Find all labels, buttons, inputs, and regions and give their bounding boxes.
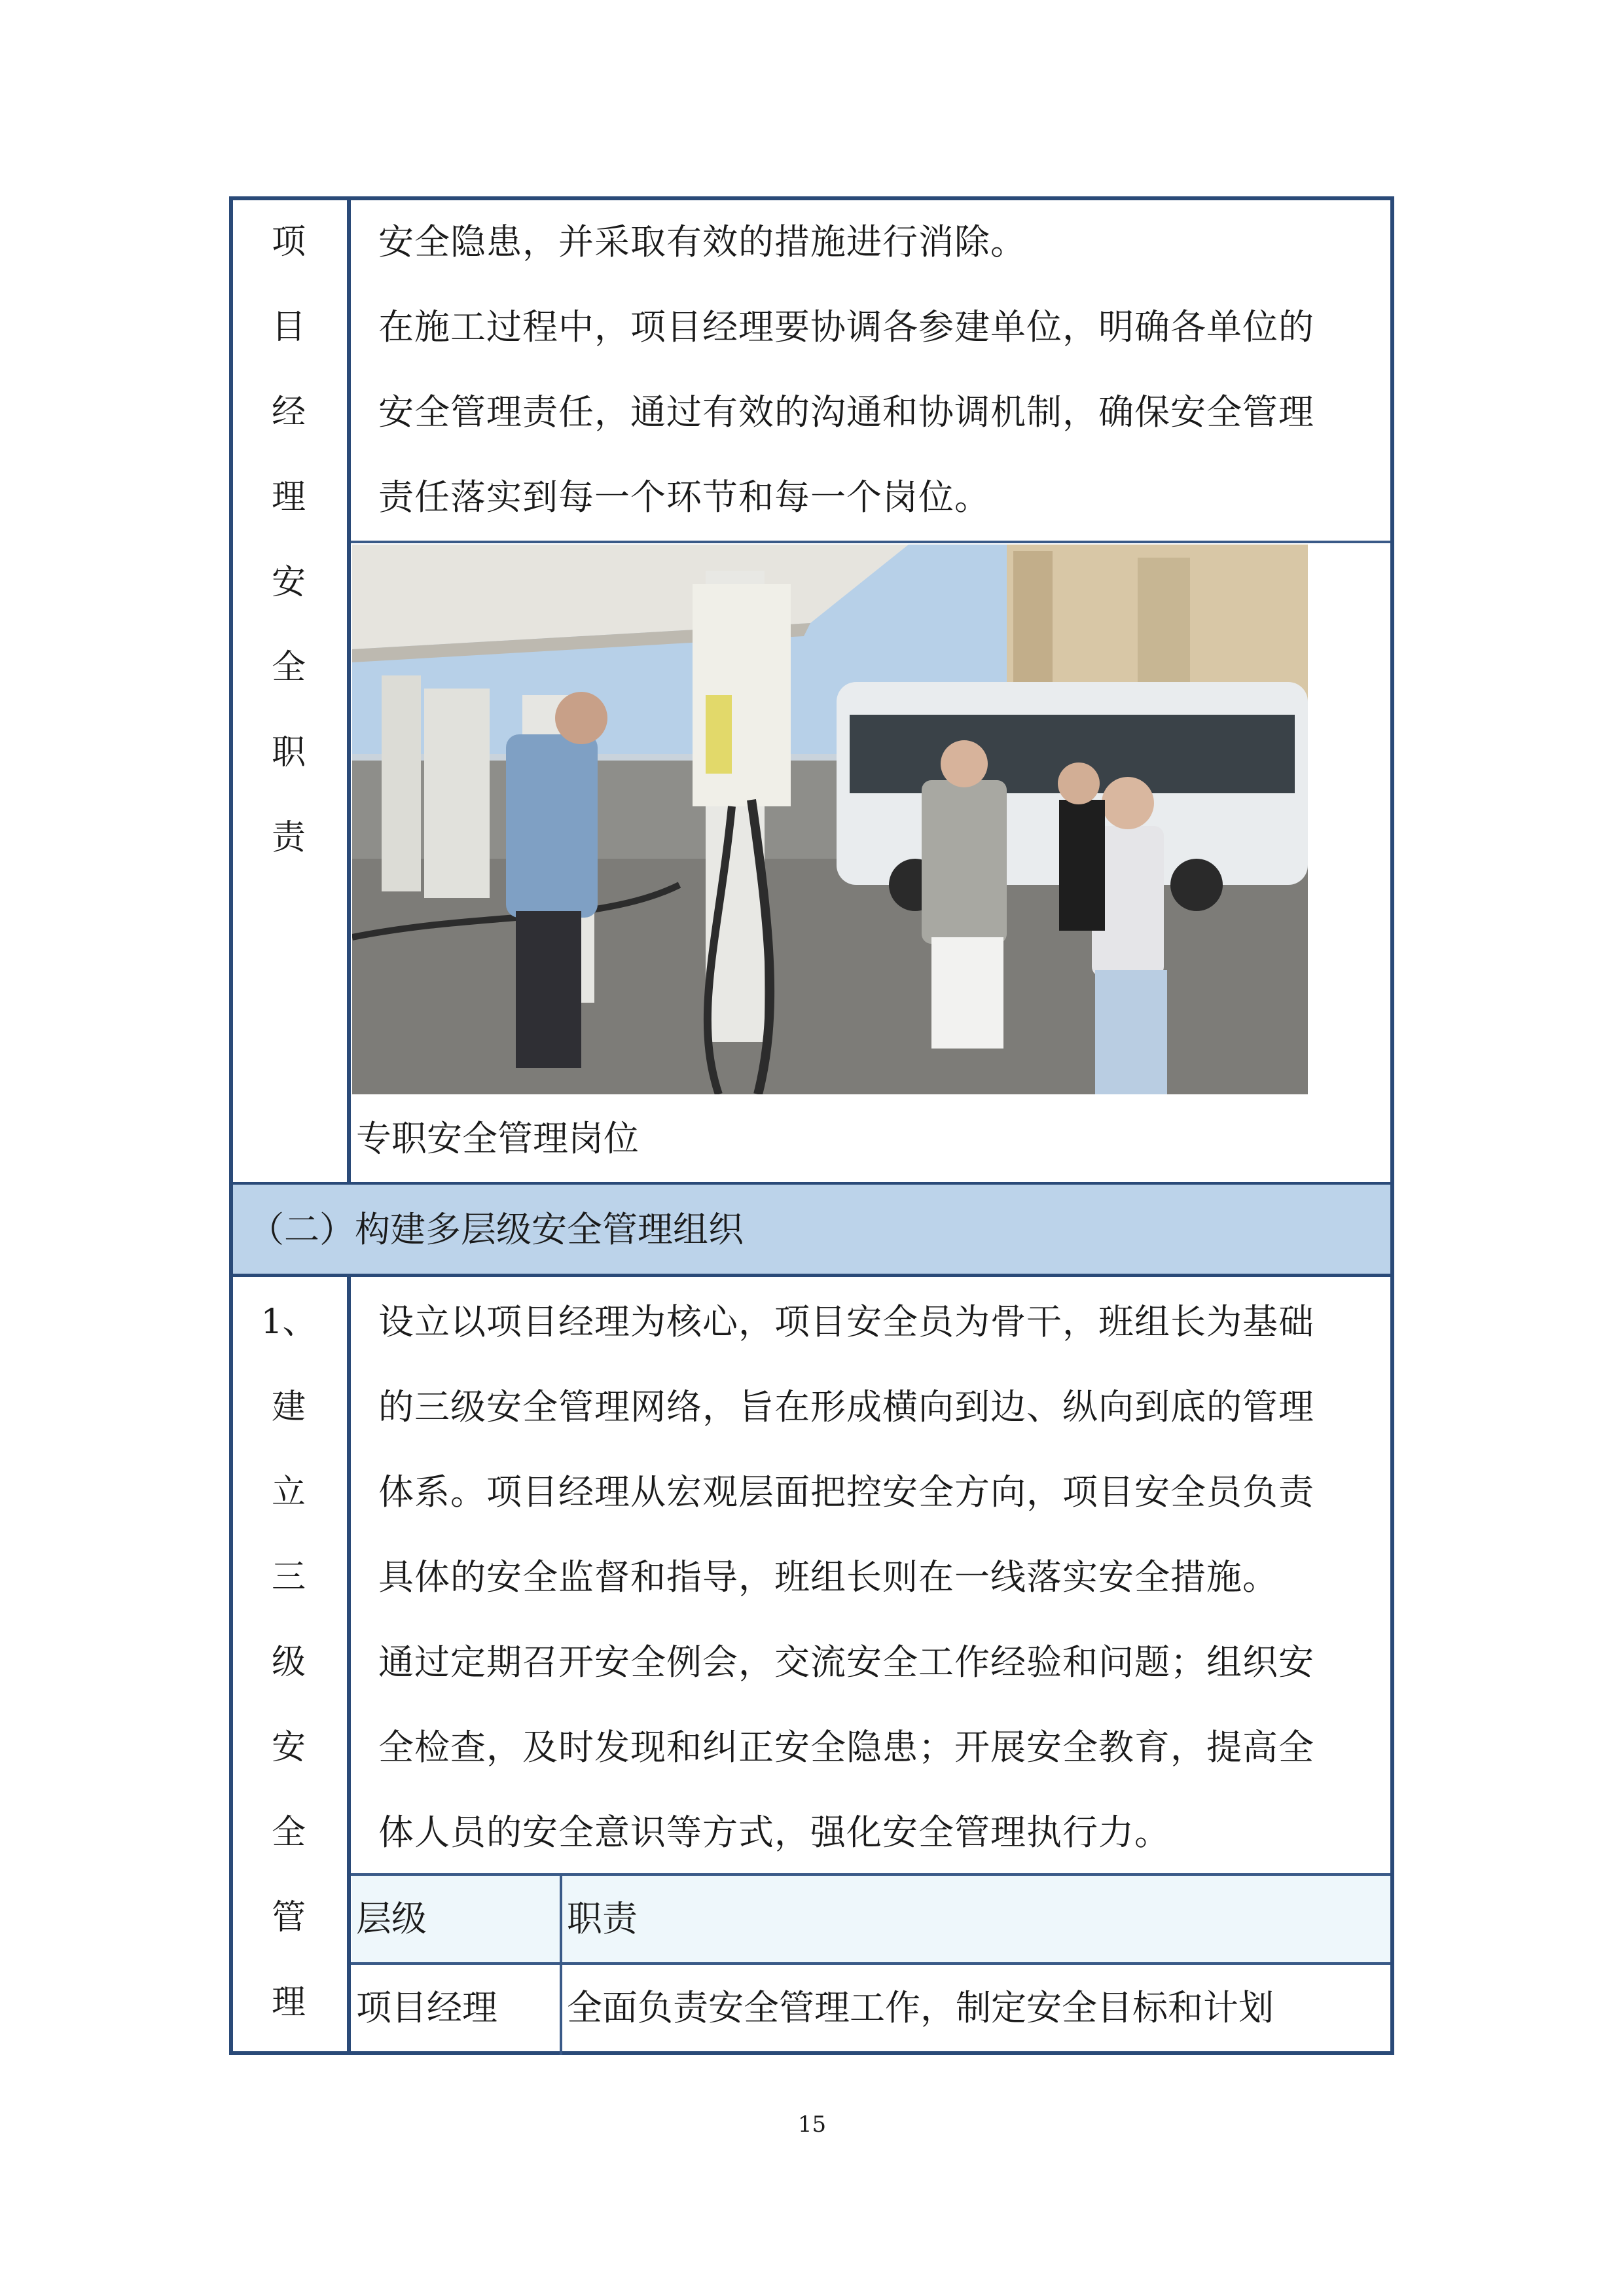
section2-vertical-label xyxy=(233,1280,344,2045)
section2-line: 体人员的安全意识等方式，强化安全管理执行力。 xyxy=(378,1812,1170,1853)
section2-line: 设立以项目经理为核心，项目安全员为骨干，班组长为基础 xyxy=(378,1301,1314,1342)
label-char: 1、 xyxy=(261,1302,317,1342)
inner-table-border xyxy=(351,1873,1390,1876)
section1-line: 责任落实到每一个环节和每一个岗位。 xyxy=(378,476,990,518)
section2-line: 通过定期召开安全例会，交流安全工作经验和问题；组织安 xyxy=(378,1641,1314,1683)
label-char: 责 xyxy=(271,818,306,857)
site-photo xyxy=(352,545,1308,1094)
section-title: （二）构建多层级安全管理组织 xyxy=(249,1209,744,1250)
section1-line: 安全隐患，并采取有效的措施进行消除。 xyxy=(378,221,1026,262)
table-cell-level: 项目经理 xyxy=(356,1987,497,2028)
label-char: 安 xyxy=(271,1728,306,1767)
row-divider xyxy=(351,541,1390,543)
label-char: 职 xyxy=(271,733,306,772)
site-photo-image xyxy=(352,545,1308,1094)
column-divider xyxy=(347,196,351,1185)
label-char: 安 xyxy=(271,563,306,602)
section2-line: 体系。项目经理从宏观层面把控安全方向，项目安全员负责 xyxy=(378,1471,1314,1513)
label-char: 级 xyxy=(271,1643,306,1682)
label-char: 项 xyxy=(271,223,306,262)
section2-line: 全检查，及时发现和纠正安全隐患；开展安全教育，提高全 xyxy=(378,1727,1314,1768)
label-char: 管 xyxy=(271,1898,306,1937)
inner-table-column-divider xyxy=(560,1873,562,2055)
page-number: 15 xyxy=(797,2111,827,2138)
section1-line: 在施工过程中，项目经理要协调各参建单位，明确各单位的 xyxy=(378,306,1314,348)
label-char: 理 xyxy=(271,478,306,517)
section1-vertical-label xyxy=(233,200,344,880)
inner-table-header-row xyxy=(352,1876,1390,1962)
table-cell-duty: 全面负责安全管理工作，制定安全目标和计划 xyxy=(567,1987,1274,2028)
label-char: 目 xyxy=(271,308,306,347)
column-divider xyxy=(347,1275,351,2055)
section2-line: 的三级安全管理网络，旨在形成横向到边、纵向到底的管理 xyxy=(378,1386,1314,1427)
section1-line: 安全管理责任，通过有效的沟通和协调机制，确保安全管理 xyxy=(378,391,1314,433)
label-char: 全 xyxy=(271,1813,306,1852)
label-char: 全 xyxy=(271,648,306,687)
photo-caption: 专职安全管理岗位 xyxy=(356,1118,639,1159)
label-char: 立 xyxy=(271,1473,306,1512)
table-header-duty: 职责 xyxy=(567,1898,638,1939)
table-header-level: 层级 xyxy=(356,1898,427,1939)
label-char: 建 xyxy=(271,1388,306,1427)
section2-line: 具体的安全监督和指导，班组长则在一线落实安全措施。 xyxy=(378,1556,1278,1598)
label-char: 三 xyxy=(271,1558,306,1597)
label-char: 经 xyxy=(271,393,306,432)
label-char: 理 xyxy=(271,1983,306,2022)
